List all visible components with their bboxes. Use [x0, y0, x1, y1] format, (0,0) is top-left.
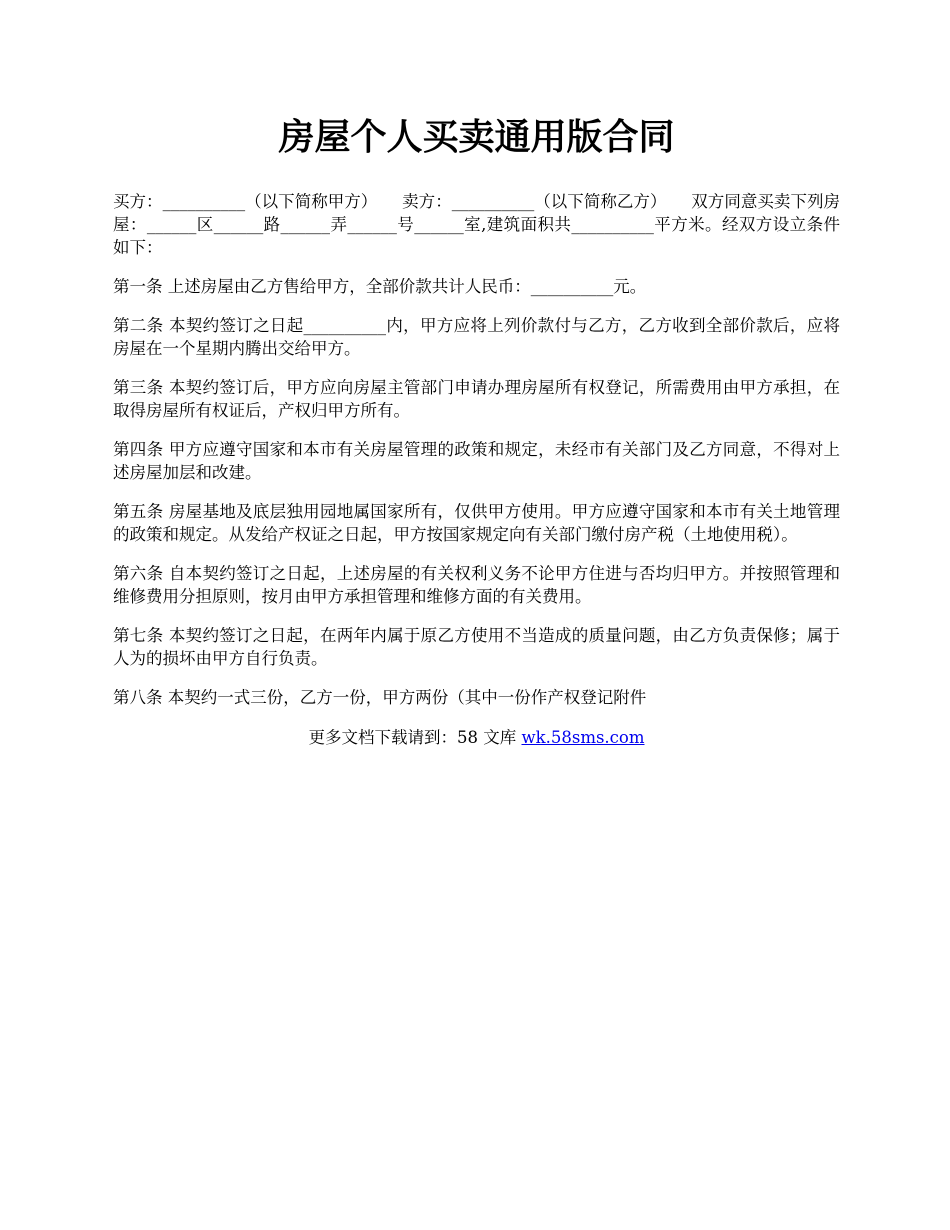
footer-prefix: 更多文档下载请到：58 文库 — [308, 728, 522, 747]
contract-intro: 买方：__________（以下简称甲方） 卖方：__________（以下简称乙方） 双方同意买卖下列房屋：______区______路______弄______号______室,建筑面积共__________平方米。经双方设立条件如下： — [113, 192, 840, 257]
clause-2: 第二条 本契约签订之日起__________内，甲方应将上列价款付与乙方，乙方收到全部价款后，应将房屋在一个星期内腾出交给甲方。 — [113, 316, 840, 358]
clause-3: 第三条 本契约签订后，甲方应向房屋主管部门申请办理房屋所有权登记，所需费用由甲方承担，在取得房屋所有权证后，产权归甲方所有。 — [113, 378, 840, 420]
clause-8: 第八条 本契约一式三份，乙方一份，甲方两份（其中一份作产权登记附件 — [113, 688, 647, 707]
footer-link[interactable]: wk.58sms.com — [521, 728, 645, 747]
clause-7: 第七条 本契约签订之日起，在两年内属于原乙方使用不当造成的质量问题，由乙方负责保修；属于人为的损坏由甲方自行负责。 — [113, 626, 840, 668]
document-title: 房屋个人买卖通用版合同 — [278, 116, 675, 158]
document-page — [113, 0, 840, 749]
clause-4: 第四条 甲方应遵守国家和本市有关房屋管理的政策和规定，未经市有关部门及乙方同意，不得对上述房屋加层和改建。 — [113, 440, 840, 482]
clause-1: 第一条 上述房屋由乙方售给甲方，全部价款共计人民币：__________元。 — [113, 277, 647, 296]
clause-5: 第五条 房屋基地及底层独用园地属国家所有，仅供甲方使用。甲方应遵守国家和本市有关土地管理的政策和规定。从发给产权证之日起，甲方按国家规定向有关部门缴付房产税（土地使用税）。 — [113, 502, 840, 544]
download-footer — [113, 726, 840, 749]
clause-6: 第六条 自本契约签订之日起，上述房屋的有关权利义务不论甲方住进与否均归甲方。并按照管理和维修费用分担原则，按月由甲方承担管理和维修方面的有关费用。 — [113, 564, 840, 606]
